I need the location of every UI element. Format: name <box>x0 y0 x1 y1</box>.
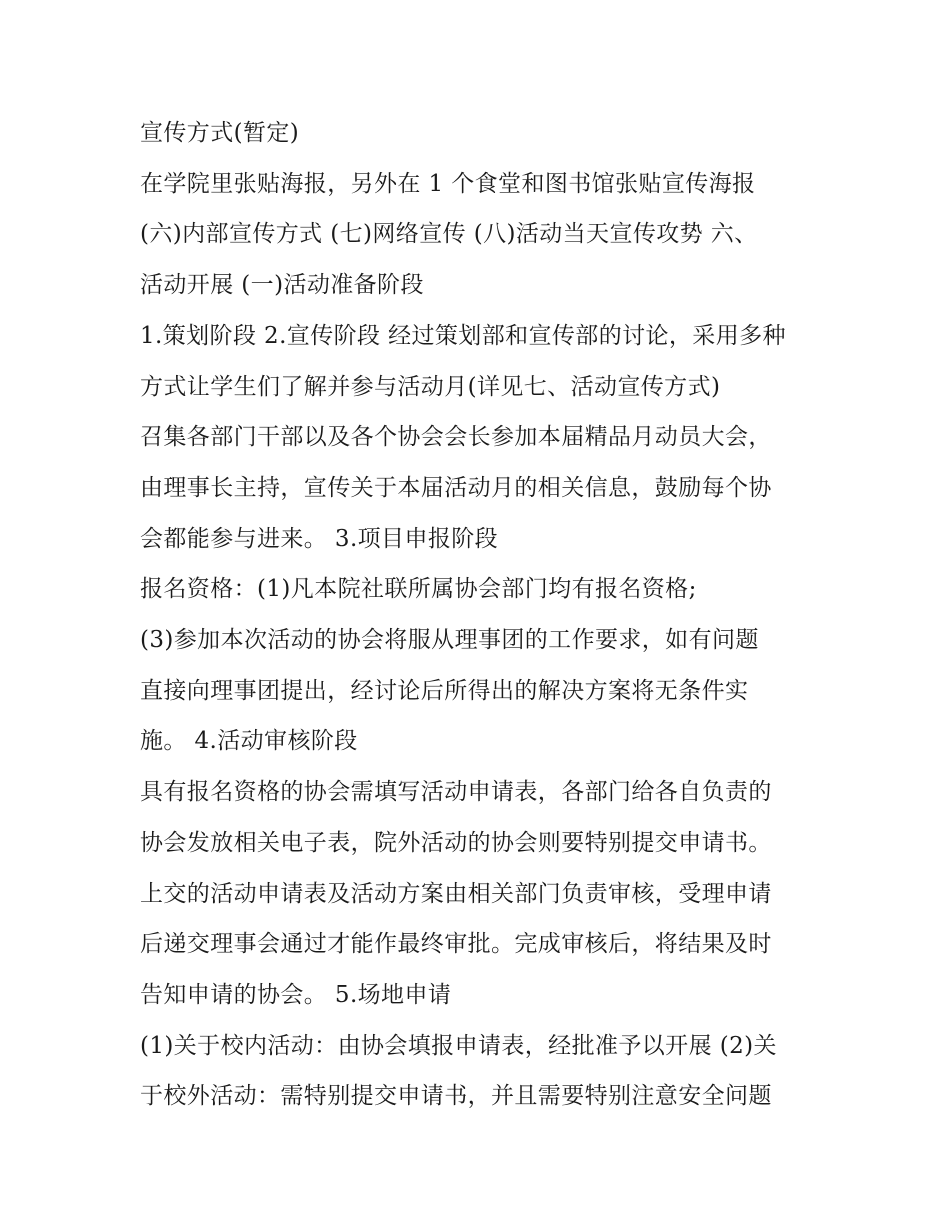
text-line-11: (3)参加本次活动的协会将服从理事团的工作要求，如有问题 <box>140 627 759 654</box>
text-line-13: 施。 4.活动审核阶段 <box>140 728 358 755</box>
text-line-15: 协会发放相关电子表，院外活动的协会则要特别提交申请书。 <box>140 829 772 856</box>
text-line-16: 上交的活动申请表及活动方案由相关部门负责审核，受理申请 <box>140 880 772 907</box>
text-line-12: 直接向理事团提出，经讨论后所得出的解决方案将无条件实 <box>140 677 749 704</box>
text-line-8: 由理事长主持，宣传关于本届活动月的相关信息，鼓励每个协 <box>140 474 772 501</box>
text-line-18: 告知申请的协会。 5.场地申请 <box>140 981 452 1008</box>
text-line-5: 1.策划阶段 2.宣传阶段 经过策划部和宣传部的讨论，采用多种 <box>140 322 786 349</box>
text-line-7: 召集各部门干部以及各个协会会长参加本届精品月动员大会， <box>140 424 772 451</box>
text-line-9: 会都能参与进来。 3.项目申报阶段 <box>140 525 499 552</box>
text-line-1: 宣传方式(暂定) <box>140 120 300 146</box>
text-line-19: (1)关于校内活动：由协会填报申请表，经批准予以开展 (2)关 <box>140 1032 777 1059</box>
text-line-14: 具有报名资格的协会需填写活动申请表，各部门给各自负责的 <box>140 779 772 806</box>
text-line-17: 后递交理事会通过才能作最终审批。完成审核后，将结果及时 <box>140 931 772 958</box>
text-line-20: 于校外活动：需特别提交申请书，并且需要特别注意安全问题 <box>140 1083 772 1110</box>
text-line-3: (六)内部宣传方式 (七)网络宣传 (八)活动当天宣传攻势 六、 <box>140 221 758 248</box>
text-line-2: 在学院里张贴海报，另外在 1 个食堂和图书馆张贴宣传海报 <box>140 170 756 197</box>
text-line-10: 报名资格：(1)凡本院社联所属协会部门均有报名资格; <box>140 576 697 603</box>
text-line-6: 方式让学生们了解并参与活动月(详见七、活动宣传方式) <box>140 373 721 400</box>
document-body <box>140 108 820 1122</box>
text-line-4: 活动开展 (一)活动准备阶段 <box>140 272 424 299</box>
